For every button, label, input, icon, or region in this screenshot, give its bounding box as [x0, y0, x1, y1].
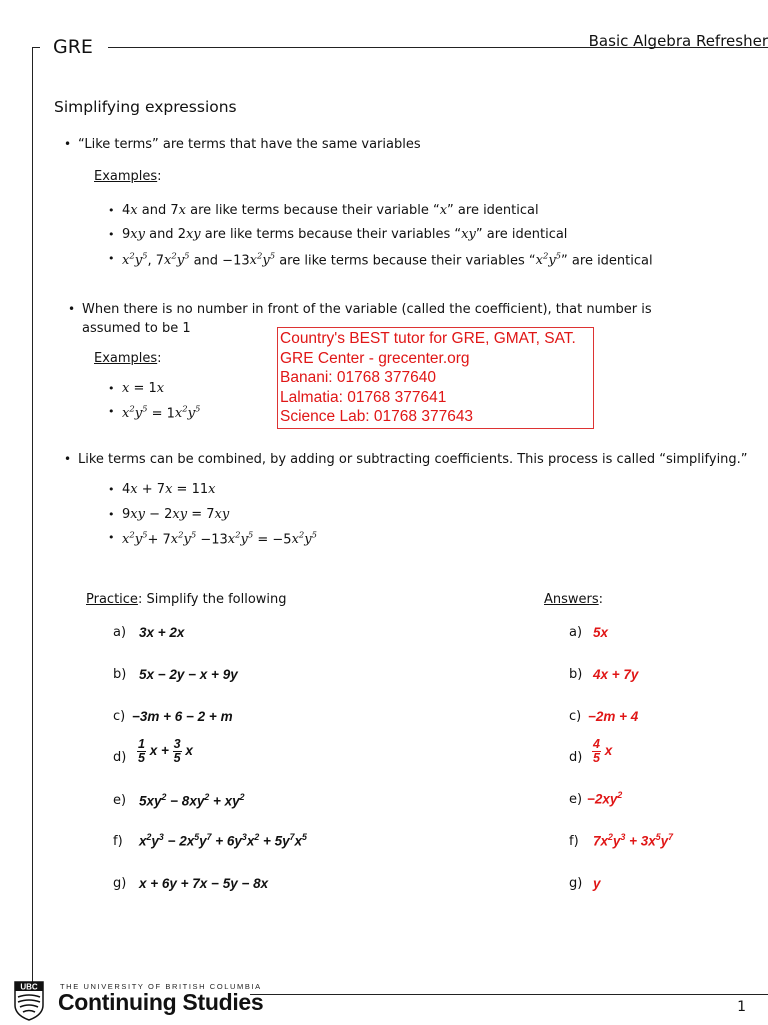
frame-left — [32, 47, 33, 995]
answer-expression: −2m + 4 — [588, 709, 639, 724]
ad-line: GRE Center - grecenter.org — [280, 349, 470, 367]
section-title: Simplifying expressions — [54, 98, 237, 116]
answer-letter: b) — [569, 667, 583, 682]
combining-rule: • Like terms can be combined, by adding or subtracting coefficients. This process is called “simplifying.” — [78, 452, 748, 467]
example-item: • 9xy and 2xy are like terms because their variables “xy” are identical — [122, 227, 567, 242]
problem-letter: c) — [113, 709, 126, 724]
answer-letter: d) — [569, 750, 583, 765]
like-terms-definition: • “Like terms” are terms that have the same variables — [78, 137, 421, 152]
example-item: • x = 1x — [122, 381, 164, 396]
problem-expression: $x^2y^3 - 2x^5y^7 + 6y^3x^2 + 5y^7x^5$ — [139, 832, 307, 849]
answer-expression: 4x + 7y — [593, 667, 639, 682]
university-name: THE UNIVERSITY OF BRITISH COLUMBIA — [60, 982, 262, 991]
problem-letter: e) — [113, 793, 127, 808]
problem-letter: a) — [113, 625, 127, 640]
answer-expression: $-2xy^2$ — [587, 790, 623, 807]
problem-expression: $\frac{1}{5}$ x + $\frac{3}{5}$ x — [138, 737, 193, 765]
problem-expression: 3x + 2x — [139, 625, 185, 640]
ad-line: Science Lab: 01768 377643 — [280, 408, 474, 426]
answer-expression: $7x^2y^3 + 3x^5y^7$ — [593, 832, 674, 849]
problem-expression: $5xy^2 - 8xy^2 + xy^2$ — [139, 792, 245, 809]
problem-letter: g) — [113, 876, 127, 891]
example-item: • $x^2y^5 = 1x^2y^5$ — [122, 404, 200, 421]
combine-item: • 9xy − 2xy = 7xy — [122, 507, 229, 522]
combine-item: • 4x + 7x = 11x — [122, 482, 215, 497]
header-left: GRE — [53, 36, 93, 58]
problem-letter: b) — [113, 667, 127, 682]
examples-heading: Examples: — [94, 351, 162, 366]
answer-expression: 5x — [593, 625, 609, 640]
ad-line: Banani: 01768 377640 — [280, 369, 437, 387]
answer-expression: y — [593, 876, 601, 891]
problem-letter: f) — [113, 834, 123, 849]
header-right: Basic Algebra Refresher — [588, 32, 768, 50]
brand-name: Continuing Studies — [58, 989, 264, 1015]
answer-letter: e) — [569, 792, 583, 807]
tutor-ad-box — [277, 327, 594, 429]
problem-expression: −3m + 6 − 2 + m — [132, 709, 233, 724]
answer-letter: f) — [569, 834, 579, 849]
answer-letter: c) — [569, 709, 582, 724]
problem-expression: x + 6y + 7x − 5y − 8x — [139, 876, 269, 891]
answers-heading: Answers: — [544, 592, 604, 607]
coefficient-rule: • When there is no number in front of the variable (called the coefficient), that number is — [82, 302, 652, 317]
answer-letter: a) — [569, 625, 583, 640]
problem-letter: d) — [113, 750, 127, 765]
problem-expression: 5x − 2y − x + 9y — [139, 667, 238, 682]
coefficient-rule-cont: assumed to be 1 — [82, 321, 191, 336]
ad-line: Country's BEST tutor for GRE, GMAT, SAT. — [280, 330, 576, 347]
practice-heading: Practice: Simplify the following — [86, 592, 287, 607]
example-item: • 4x and 7x are like terms because their variable “x” are identical — [122, 203, 539, 218]
frame-top-left — [32, 47, 40, 48]
svg-text:UBC: UBC — [20, 982, 38, 992]
ubc-crest-icon — [14, 981, 44, 1021]
answer-letter: g) — [569, 876, 583, 891]
answer-expression: $\frac{4}{5}$ x — [593, 737, 613, 765]
examples-heading: Examples: — [94, 169, 162, 184]
frame-bottom — [250, 994, 768, 995]
page-number: 1 — [737, 999, 746, 1015]
example-item: • $x^2y^5$, $7x^2y^5$ and $-13x^2y^5$ are like terms because their variables “$x^2y^5$” are identical — [122, 251, 653, 268]
ad-line: Lalmatia: 01768 377641 — [280, 388, 447, 406]
combine-item: • $x^2y^5+ 7x^2y^5 -13x^2y^5 = -5x^2y^5$ — [122, 530, 317, 547]
